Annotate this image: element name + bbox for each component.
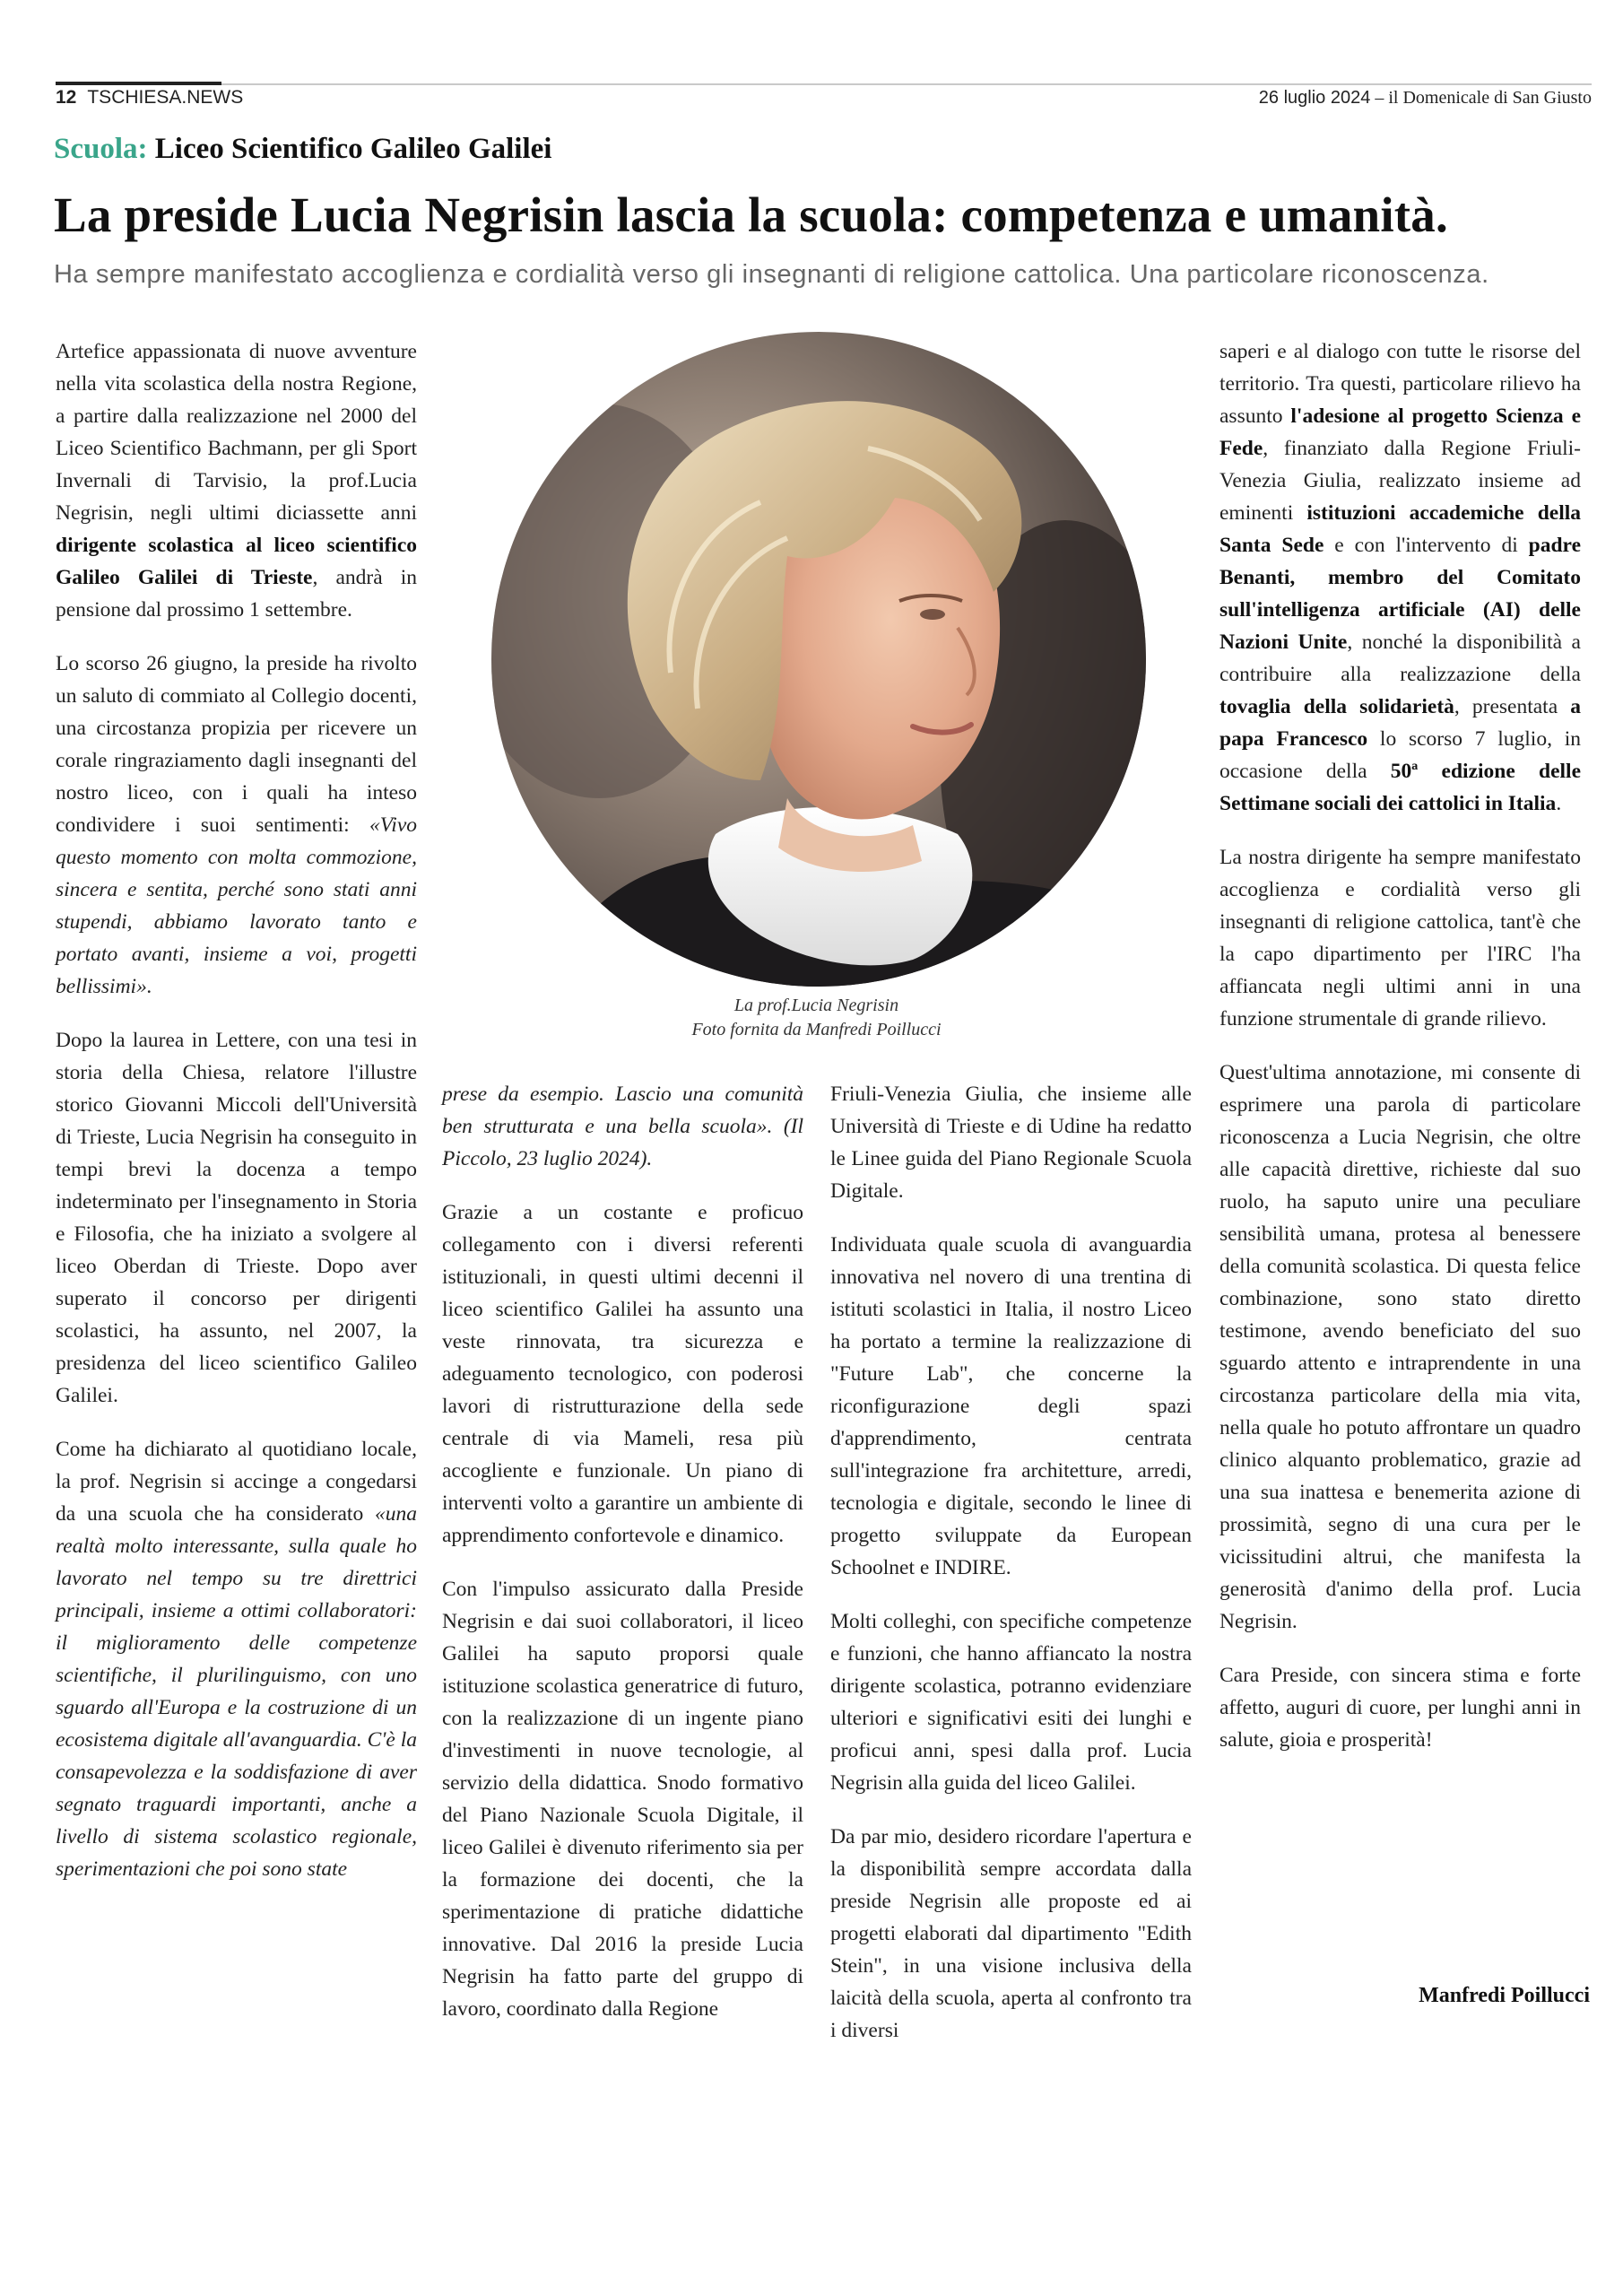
quote: prese da esempio. Lascio una comunità ben strutturata e una bella scuola». (Il Piccolo, 23 luglio 2024). — [442, 1083, 803, 1170]
issue-date: 26 luglio 2024 — [1258, 88, 1371, 108]
article-subtitle: Ha sempre manifestato accoglienza e cordialità verso gli insegnanti di religione cattolica. Una particolare riconoscenza. — [54, 260, 1489, 289]
header-dash: – — [1375, 88, 1384, 108]
column-3 — [830, 1078, 1192, 2068]
publication-name: il Domenicale di San Giusto — [1388, 88, 1592, 108]
header-accent-bar — [56, 82, 221, 85]
site-name: TSCHIESA.NEWS — [87, 87, 244, 108]
column-4 — [1219, 335, 1581, 1778]
header-rule — [56, 83, 1592, 85]
paragraph: Come ha dichiarato al quotidiano locale, la prof. Negrisin si accinge a congedarsi da una scuola che ha considerato «una realtà molto interessante, sulla quale ho lavorato nel tempo su tre direttrici principali, insieme a ottimi collaboratori: il miglioramento delle competenze scientifiche, il plurilinguismo, con uno sguardo all'Europa e la costruzione di un ecosistema digitale all'avanguardia. C'è la consapevolezza e la soddisfazione di aver segnato traguardi importanti, anche a livello di sistema scolastico regionale, sperimentazioni che poi sono state — [56, 1438, 417, 1881]
section-label: Scuola: — [54, 133, 148, 165]
header-right — [1259, 88, 1592, 109]
photo-caption — [442, 994, 1191, 1042]
header-left — [56, 87, 243, 109]
paragraph: Cara Preside, con sincera stima e forte affetto, auguri di cuore, per lunghi anni in salute, gioia e prosperità! — [1219, 1664, 1581, 1752]
paragraph: Quest'ultima annotazione, mi consente di esprimere una parola di particolare riconoscenza a Lucia Negrisin, che oltre alle capacità direttive, richieste dal suo ruolo, ha saputo unire una peculiare sensibilità umana, protesa al benessere della comunità scolastica. Di questa felice combinazione, sono stato diretto testimone, avendo beneficiato del suo sguardo attento e intraprendente in una circostanza particolare della mia vita, nella quale ho potuto affrontare un quadro clinico alquanto problematico, grazie ad una sua inattesa e benemerita azione di prossimità, segno di una cura per le vicissitudini altrui, che manifesta la generosità d'animo della prof. Lucia Negrisin. — [1219, 1061, 1581, 1633]
kicker — [54, 133, 551, 166]
caption-line-1: La prof.Lucia Negrisin — [733, 996, 899, 1015]
paragraph: Lo scorso 26 giugno, la preside ha rivolto un saluto di commiato al Collegio docenti, una circostanza propizia per ricevere un corale ringraziamento dagli insegnanti del nostro liceo, con i quali ha inteso condividere i suoi sentimenti: «Vivo questo momento con molta commozione, sincera e sentita, perché sono stati anni stupendi, abbiamo lavorato tanto e portato avanti, insieme a voi, progetti bellissimi». — [56, 652, 418, 998]
paragraph: Grazie a un costante e proficuo collegamento con i diversi referenti istituzionali, in questi ultimi decenni il liceo scientifico Galilei ha assunto una veste rinnovata, tra sicurezza e adeguamento tecnologico, con poderosi lavori di ristrutturazione della sede centrale di via Mameli, resa più accogliente e funzionale. Un piano di interventi volto a garantire un ambiente di apprendimento confortevole e dinamico. — [442, 1201, 803, 1547]
quote: «Vivo questo momento con molta commozione, sincera e sentita, perché sono stati anni stupendi, abbiamo lavorato tanto e portato avanti, insieme a voi, progetti bellissimi». — [56, 813, 418, 998]
paragraph: Individuata quale scuola di avanguardia innovativa nel novero di una trentina di istituti scolastici in Italia, il nostro Liceo ha portato a termine la realizzazione di "Future Lab", che concerne la riconfigurazione degli spazi d'apprendimento, centrata sull'integrazione fra architetture, arredi, tecnologia e digitale, secondo le linee di progetto sviluppate da European Schoolnet e INDIRE. — [830, 1233, 1192, 1579]
paragraph: Dopo la laurea in Lettere, con una tesi in storia della Chiesa, relatore l'illustre storico Giovanni Miccoli dell'Università di Trieste, Lucia Negrisin ha conseguito in tempi brevi la docenza a tempo indeterminato per l'insegnamento in Storia e Filosofia, che ha iniziato a svolgere al liceo Oberdan di Trieste. Dopo aver superato il concorso per dirigenti scolastici, ha assunto, nel 2007, la presidenza del liceo scientifico Galileo Galilei. — [56, 1029, 417, 1407]
caption-line-2: Foto fornita da Manfredi Poillucci — [691, 1020, 942, 1039]
paragraph: saperi e al dialogo con tutte le risorse del territorio. Tra questi, particolare rilievo ha assunto l'adesione al progetto Scienza e Fede, finanziato dalla Regione Friuli-Venezia Giulia, realizzato insieme ad eminenti istituzioni accademiche della Santa Sede e con l'intervento di padre Benanti, membro del Comitato sull'intelligenza artificiale (AI) delle Nazioni Unite, nonché la disponibilità a contribuire alla realizzazione della tovaglia della solidarietà, presentata a papa Francesco lo scorso 7 luglio, in occasione della 50ª edizione delle Settimane sociali dei cattolici in Italia. — [1219, 340, 1581, 815]
article-title: La preside Lucia Negrisin lascia la scuola: competenza e umanità. — [54, 187, 1448, 242]
quote: «una realtà molto interessante, sulla quale ho lavorato nel tempo su tre direttrici principali, insieme a ottimi collaboratori: il miglioramento delle competenze scientifiche, il plurilinguismo, con uno sguardo all'Europa e la costruzione di un ecosistema digitale all'avanguardia. C'è la consapevolezza e la soddisfazione di aver segnato traguardi importanti, anche a livello di sistema scolastico regionale, sperimentazioni che poi sono state — [56, 1502, 417, 1881]
bold-phrase: 50ª edizione delle Settimane sociali dei cattolici in Italia — [1219, 760, 1581, 815]
paragraph: La nostra dirigente ha sempre manifestato accoglienza e cordialità verso gli insegnanti di religione cattolica, tant'è che la capo dipartimento per l'IRC l'ha affiancata negli ultimi anni in una funzione strumentale di grande rilievo. — [1219, 846, 1581, 1031]
column-1 — [56, 335, 417, 1907]
paragraph — [442, 1078, 803, 1175]
bold-phrase: l'adesione al progetto Scienza e Fede — [1219, 404, 1581, 460]
paragraph: Friuli-Venezia Giulia, che insieme alle Università di Trieste e di Udine ha redatto le Linee guida del Piano Regionale Scuola Digitale. — [830, 1083, 1192, 1203]
page-number: 12 — [56, 87, 77, 108]
bold-phrase: istituzioni accademiche della Santa Sede — [1219, 501, 1581, 557]
paragraph: Molti colleghi, con specifiche competenze e funzioni, che hanno affiancato la nostra dirigente scolastica, potranno evidenziare ulteriori e significativi esiti dei lunghi e proficui anni, spesi dalla prof. Lucia Negrisin alla guida del liceo Galilei. — [830, 1610, 1192, 1795]
bold-phrase: dirigente scolastica al liceo scientifico Galileo Galilei di Trieste — [56, 534, 417, 589]
section-topic: Liceo Scientifico Galileo Galilei — [154, 133, 552, 165]
portrait-illustration — [491, 332, 1146, 987]
author-signature: Manfredi Poillucci — [1419, 1984, 1590, 2007]
paragraph: Artefice appassionata di nuove avventure nella vita scolastica della nostra Regione, a partire dalla realizzazione nel 2000 del Liceo Scientifico Bachmann, per gli Sport Invernali di Tarvisio, la prof.Lucia Negrisin, negli ultimi diciassette anni dirigente scolastica al liceo scientifico Galileo Galilei di Trieste, andrà in pensione dal prossimo 1 settembre. — [56, 340, 417, 622]
portrait-photo — [491, 332, 1146, 987]
paragraph: Con l'impulso assicurato dalla Preside Negrisin e dai suoi collaboratori, il liceo Galilei ha saputo proporsi quale istituzione scolastica generatrice di futuro, con la realizzazione di un ingente piano d'investimenti in nuove tecnologie, al servizio della didattica. Snodo formativo del Piano Nazionale Scuola Digitale, il liceo Galilei è divenuto riferimento sia per la formazione dei docenti, che la sperimentazione di pratiche didattiche innovative. Dal 2016 la preside Lucia Negrisin ha fatto parte del gruppo di lavoro, coordinato dalla Regione — [442, 1578, 803, 2021]
paragraph: Da par mio, desidero ricordare l'apertura e la disponibilità sempre accordata dalla preside Negrisin alle proposte ed ai progetti elaborati dal dipartimento "Edith Stein", in una visione inclusiva della laicità della scuola, aperta al confronto tra i diversi — [830, 1825, 1192, 2042]
bold-phrase: padre Benanti, membro del Comitato sull'intelligenza artificiale (AI) delle Nazioni Unite — [1219, 534, 1581, 654]
bold-phrase: a papa Francesco — [1219, 695, 1581, 751]
column-2 — [442, 1078, 803, 2047]
bold-phrase: tovaglia della solidarietà — [1219, 695, 1454, 718]
